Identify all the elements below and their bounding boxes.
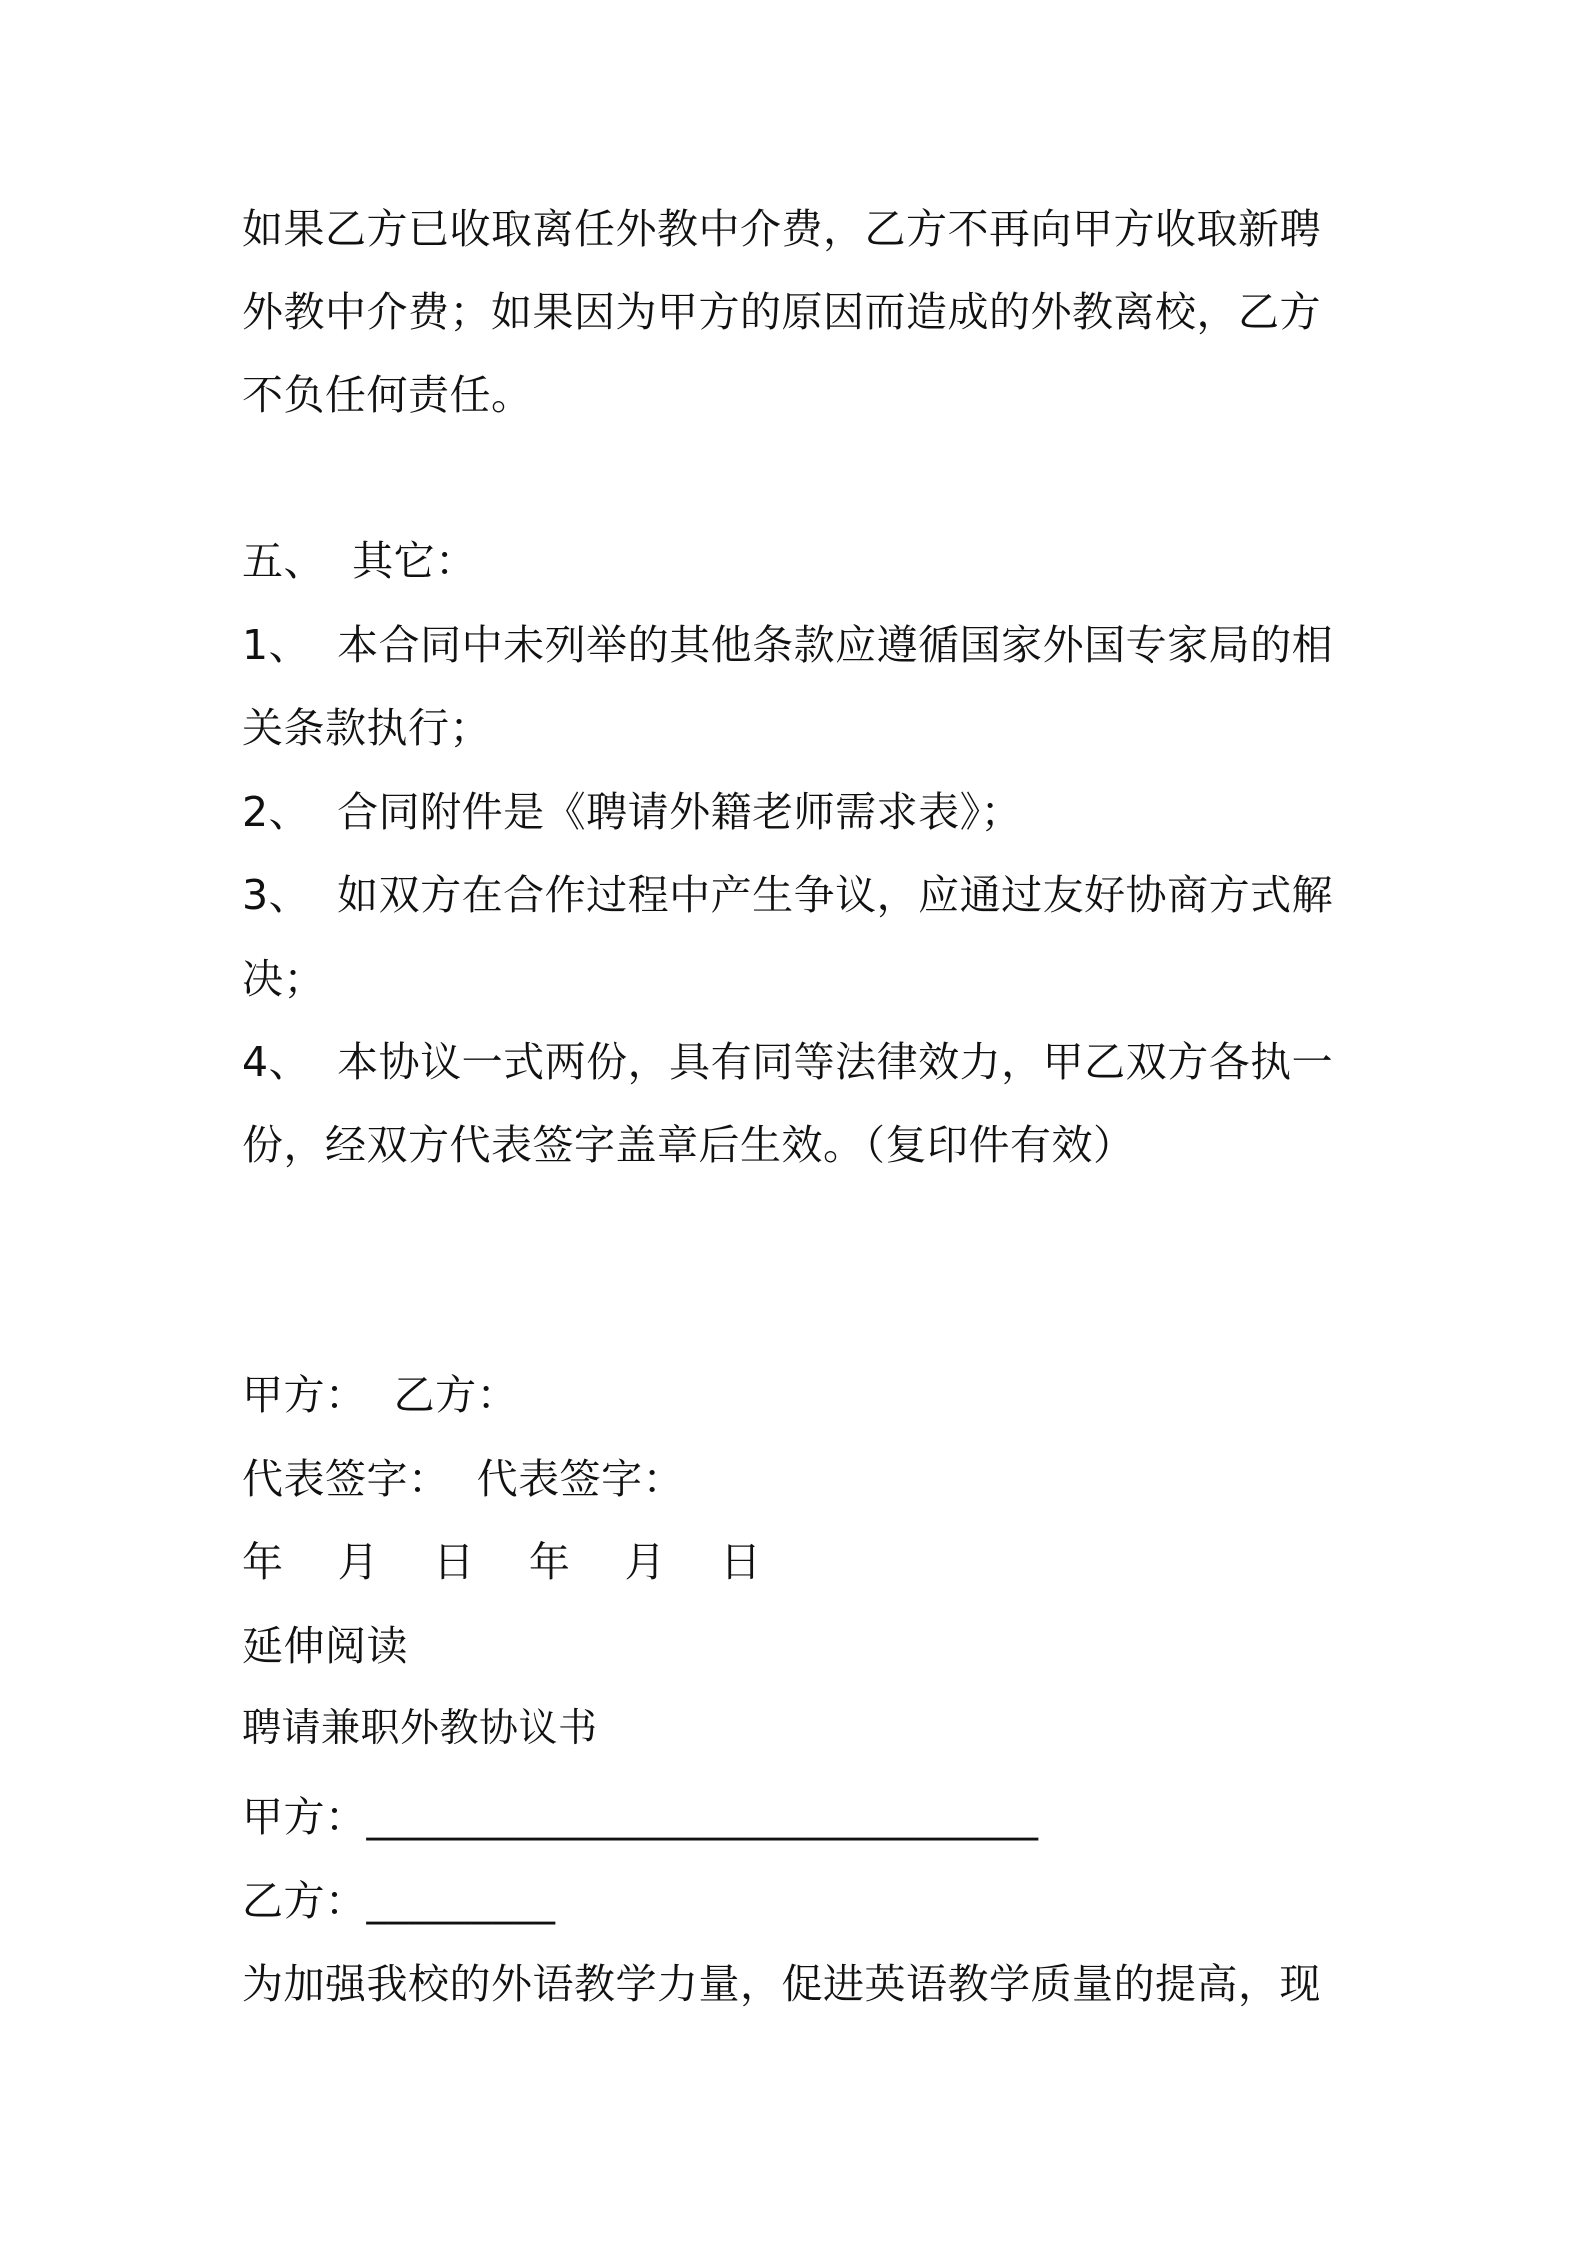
list-item: 3、 如双方在合作过程中产生争议，应通过友好协商方式解 — [242, 871, 1334, 919]
agreement-title: 聘请兼职外教协议书 — [242, 1706, 598, 1751]
party-b-line: 乙方：_________ — [242, 1877, 556, 1925]
paragraph-line: 为加强我校的外语教学力量，促进英语教学质量的提高，现 — [242, 1960, 1321, 2008]
list-item: 4、 本协议一式两份，具有同等法律效力，甲乙双方各执一 — [242, 1038, 1334, 1086]
list-item: 1、 本合同中未列举的其他条款应遵循国家外国专家局的相 — [242, 621, 1334, 669]
list-item-continuation: 关条款执行； — [242, 704, 491, 752]
signature-dates: 年 月 日 年 月 日 — [242, 1538, 762, 1586]
party-a-line: 甲方：________________________________ — [242, 1793, 1039, 1841]
section-heading: 五、 其它： — [242, 537, 477, 585]
signature-parties: 甲方： 乙方： — [242, 1371, 519, 1419]
signature-representatives: 代表签字： 代表签字： — [242, 1455, 685, 1503]
extended-reading-label: 延伸阅读 — [242, 1622, 408, 1670]
paragraph-line: 不负任何责任。 — [242, 371, 533, 419]
paragraph-line: 如果乙方已收取离任外教中介费，乙方不再向甲方收取新聘 — [242, 205, 1321, 253]
list-item-continuation: 决； — [242, 955, 325, 1003]
list-item: 2、 合同附件是《聘请外籍老师需求表》； — [242, 788, 1023, 836]
list-item-continuation: 份，经双方代表签字盖章后生效。（复印件有效） — [242, 1121, 1135, 1169]
paragraph-line: 外教中介费；如果因为甲方的原因而造成的外教离校，乙方 — [242, 288, 1321, 336]
